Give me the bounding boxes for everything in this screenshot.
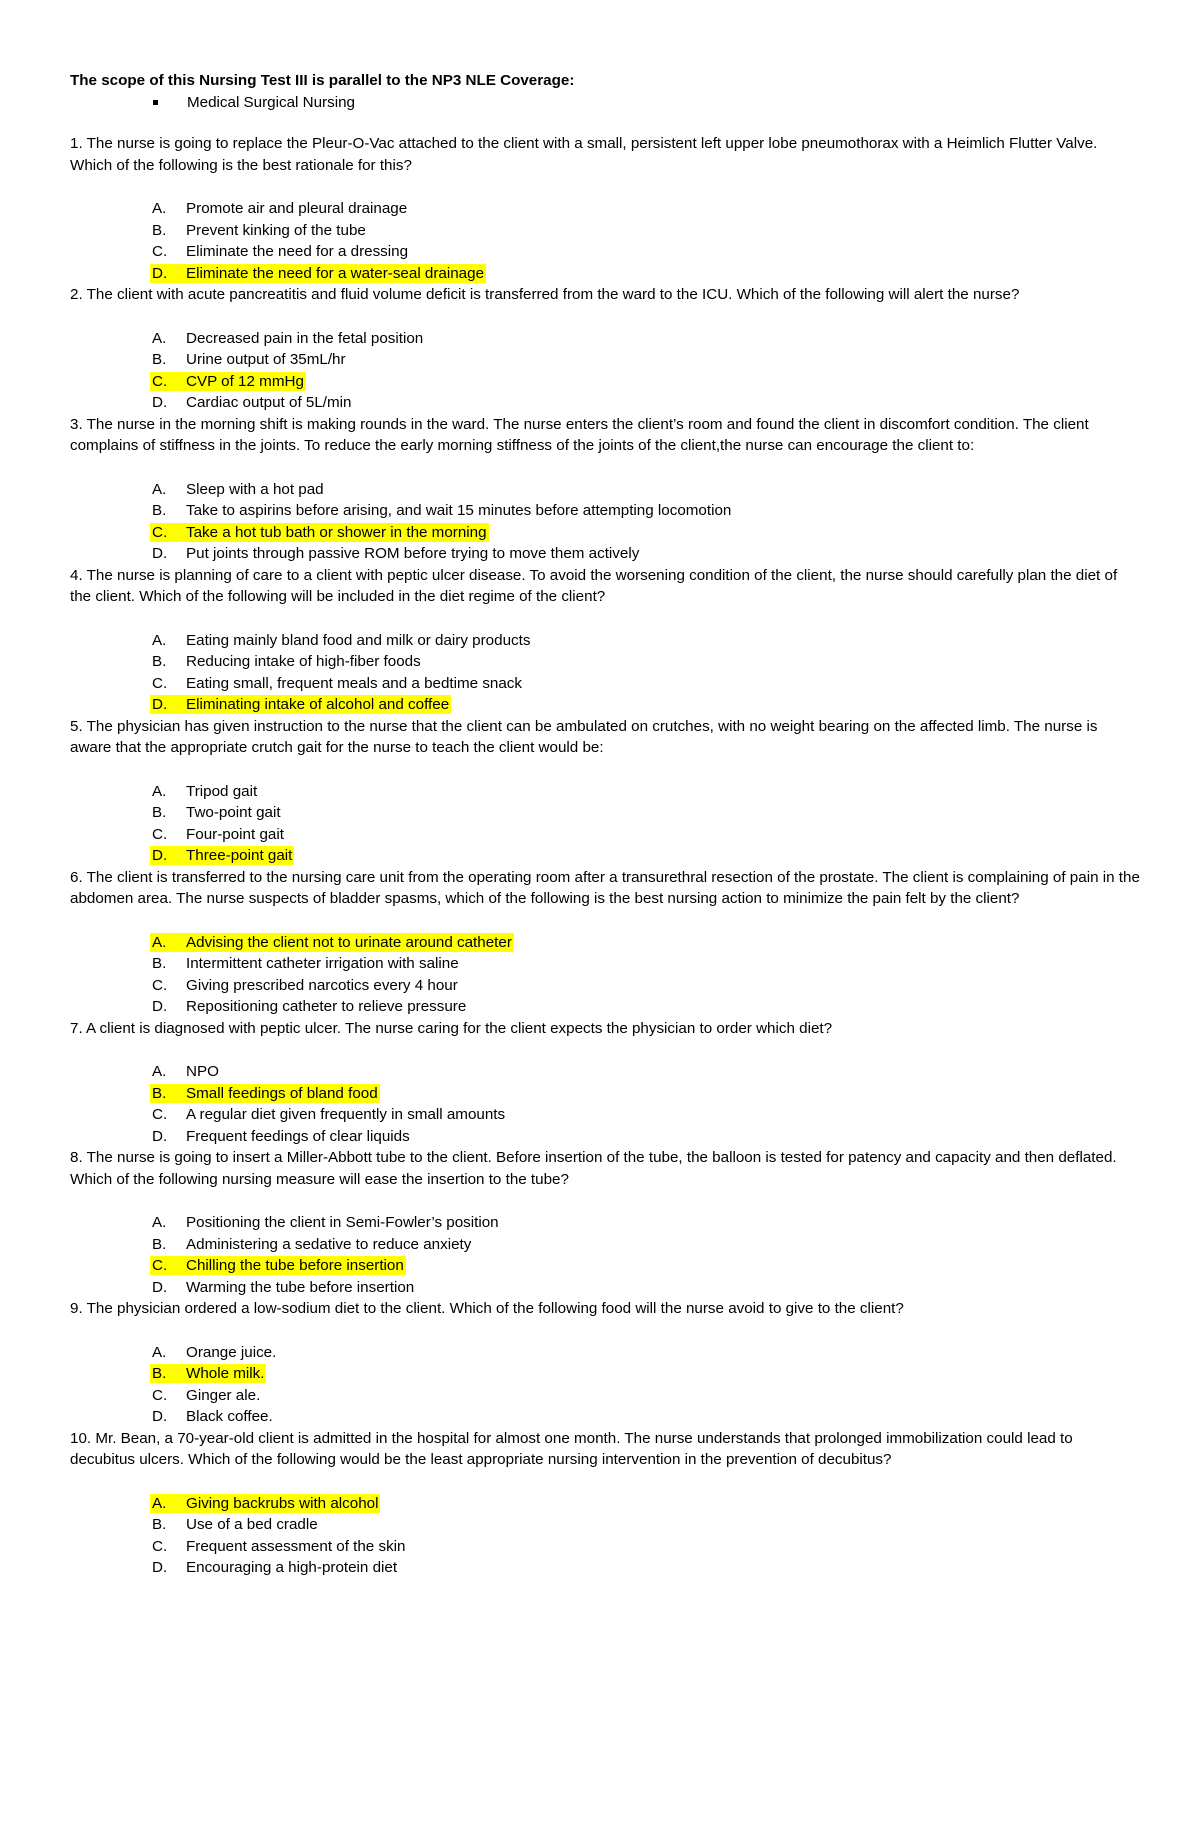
choice-text: Three-point gait: [186, 847, 293, 864]
document-title: The scope of this Nursing Test III is parallel to the NP3 NLE Coverage:: [70, 72, 575, 89]
choice-text: Use of a bed cradle: [186, 1516, 318, 1533]
choice-text: Reducing intake of high-fiber foods: [186, 653, 421, 670]
choice-item: [70, 1514, 1140, 1536]
choice-item: [70, 543, 1140, 565]
question-text: 2. The client with acute pancreatitis and fluid volume deficit is transferred from the ward to the ICU. Which of the following will alert the nurse?: [70, 286, 1020, 303]
choice-letter: A.: [152, 1214, 167, 1231]
choice-item: [70, 651, 1140, 673]
choice-letter: C.: [152, 243, 168, 260]
choice-item: [70, 1385, 1140, 1407]
choice-list: [70, 1493, 1140, 1579]
choice-letter: D.: [152, 1559, 168, 1576]
choice-letter: B.: [152, 1365, 167, 1382]
choice-item: [70, 479, 1140, 501]
choice-item: [70, 1061, 1140, 1083]
choice-text: Promote air and pleural drainage: [186, 200, 408, 217]
choice-item: [70, 996, 1140, 1018]
question-text: 3. The nurse in the morning shift is making rounds in the ward. The nurse enters the client’s room and found the client in discomfort condition. The client complains of stiffness in the joints. To reduce the early morning stiffness of the joints of the client,the nurse can encourage the client to:: [70, 415, 1089, 454]
choice-item-highlighted-answer: [70, 522, 1140, 544]
choice-letter: B.: [152, 502, 167, 519]
choice-letter: D.: [152, 394, 168, 411]
choice-text: Warming the tube before insertion: [186, 1278, 415, 1296]
choice-text: Prevent kinking of the tube: [186, 221, 366, 239]
choice-item: [70, 1536, 1140, 1558]
choice-letter: A.: [152, 933, 167, 951]
choice-item: [70, 1342, 1140, 1364]
question-gap: [70, 1320, 1140, 1342]
choice-text: Small feedings of bland food: [186, 1084, 378, 1102]
choice-text: Intermittent catheter irrigation with saline: [186, 955, 459, 972]
choice-item: [70, 953, 1140, 975]
choice-item-highlighted-answer: [70, 1083, 1140, 1105]
choice-item: [70, 1126, 1140, 1148]
question-gap: [70, 608, 1140, 630]
choice-item: [70, 781, 1140, 803]
choice-text: Administering a sedative to reduce anxiety: [186, 1235, 472, 1253]
choice-letter: C.: [152, 674, 168, 692]
question-text: 5. The physician has given instruction to the nurse that the client can be ambulated on crutches, with no weight bearing on the affected limb. The nurse is aware that the appropriate crutch gait for the nurse to teach the client would be:: [70, 717, 1098, 756]
question-gap: [70, 759, 1140, 781]
question-text: 10. Mr. Bean, a 70-year-old client is admitted in the hospital for almost one month. The nurse understands that prolonged immobilization could lead to decubitus ulcers. Which of the following would be the least appropriate nursing intervention in the prevention of decubitus?: [70, 1429, 1073, 1468]
choice-letter: B.: [152, 804, 167, 821]
choice-letter: D.: [152, 264, 168, 282]
choice-letter: C.: [152, 1537, 168, 1555]
question-gap: [70, 1190, 1140, 1212]
choice-text: Whole milk.: [186, 1365, 265, 1382]
question-block: [70, 133, 1140, 284]
choice-item-highlighted-answer: [70, 932, 1140, 954]
choice-letter: B.: [152, 1084, 167, 1102]
question-gap: [70, 910, 1140, 932]
choice-text: CVP of 12 mmHg: [186, 372, 304, 390]
choice-item: [70, 1104, 1140, 1126]
question-gap: [70, 306, 1140, 328]
choice-letter: A.: [152, 200, 167, 217]
question-block: [70, 1428, 1140, 1579]
choice-letter: A.: [152, 631, 167, 649]
choice-text: Sleep with a hot pad: [186, 480, 324, 498]
choice-text: Eliminate the need for a dressing: [186, 243, 409, 260]
choice-list: [70, 1061, 1140, 1147]
choice-letter: C.: [152, 1386, 168, 1404]
choice-text: Take to aspirins before arising, and wait 15 minutes before attempting locomotion: [186, 502, 732, 519]
question-text: 1. The nurse is going to replace the Pleur-O-Vac attached to the client with a small, persistent left upper lobe pneumothorax with a Heimlich Flutter Valve. Which of the following is the best rationale for this?: [70, 135, 1098, 174]
choice-text: Take a hot tub bath or shower in the morning: [186, 523, 487, 541]
choice-text: Decreased pain in the fetal position: [186, 329, 424, 347]
spacer: [70, 113, 1140, 133]
question-gap: [70, 176, 1140, 198]
choice-item: [70, 1212, 1140, 1234]
choice-text: Black coffee.: [186, 1408, 273, 1425]
question-block: [70, 1147, 1140, 1298]
coverage-list-item: [70, 92, 1140, 114]
choice-text: Eliminate the need for a water-seal drainage: [186, 264, 485, 282]
choice-letter: D.: [152, 696, 168, 713]
question-gap: [70, 1471, 1140, 1493]
choice-item-highlighted-answer: [70, 371, 1140, 393]
choice-letter: C.: [152, 825, 168, 843]
choice-item-highlighted-answer: [70, 1255, 1140, 1277]
choice-list: [70, 198, 1140, 284]
choice-item: [70, 1277, 1140, 1299]
choice-text: Encouraging a high-protein diet: [186, 1559, 398, 1576]
question-block: [70, 284, 1140, 414]
choice-letter: B.: [152, 955, 167, 972]
choice-letter: A.: [152, 1343, 167, 1361]
choice-letter: A.: [152, 329, 167, 347]
choice-item: [70, 1406, 1140, 1428]
choice-text: Advising the client not to urinate around catheter: [186, 933, 512, 951]
choice-item: [70, 673, 1140, 695]
choice-text: Eating small, frequent meals and a bedtime snack: [186, 674, 522, 692]
choice-letter: D.: [152, 1408, 168, 1425]
choice-letter: D.: [152, 998, 168, 1015]
choice-letter: C.: [152, 1106, 168, 1123]
choice-text: Put joints through passive ROM before trying to move them actively: [186, 545, 640, 562]
choice-item: [70, 824, 1140, 846]
choice-item: [70, 500, 1140, 522]
question-text: 4. The nurse is planning of care to a client with peptic ulcer disease. To avoid the worsening condition of the client, the nurse should carefully plan the diet of the client. Which of the following will be included in the diet regime of the client?: [70, 566, 1118, 605]
choice-letter: A.: [152, 1494, 167, 1512]
choice-item-highlighted-answer: [70, 845, 1140, 867]
choice-item: [70, 1234, 1140, 1256]
choice-text: NPO: [186, 1063, 219, 1080]
question-gap: [70, 1039, 1140, 1061]
question-block: [70, 716, 1140, 867]
choice-text: Eliminating intake of alcohol and coffee: [186, 696, 450, 713]
choice-item: [70, 220, 1140, 242]
choice-list: [70, 630, 1140, 716]
choice-text: Cardiac output of 5L/min: [186, 394, 352, 411]
document-content: [70, 70, 1140, 1579]
choice-letter: A.: [152, 480, 167, 498]
choice-letter: C.: [152, 523, 168, 541]
choice-item: [70, 392, 1140, 414]
choice-item: [70, 349, 1140, 371]
choice-letter: B.: [152, 351, 167, 368]
choice-letter: B.: [152, 1516, 167, 1533]
question-text: 6. The client is transferred to the nursing care unit from the operating room after a transurethral resection of the prostate. The client is complaining of pain in the abdomen area. The nurse suspects of bladder spasms, which of the following is the best nursing action to minimize the pain felt by the client?: [70, 868, 1140, 907]
question-text: 7. A client is diagnosed with peptic ulcer. The nurse caring for the client expects the physician to order which diet?: [70, 1019, 833, 1037]
question-list: [70, 133, 1140, 1579]
choice-item-highlighted-answer: [70, 1493, 1140, 1515]
choice-item: [70, 328, 1140, 350]
coverage-item-text: Medical Surgical Nursing: [187, 93, 355, 111]
choice-text: Orange juice.: [186, 1343, 277, 1361]
question-gap: [70, 457, 1140, 479]
choice-text: Frequent assessment of the skin: [186, 1537, 406, 1555]
choice-list: [70, 328, 1140, 414]
choice-text: Giving prescribed narcotics every 4 hour: [186, 976, 458, 994]
choice-letter: B.: [152, 221, 167, 239]
choice-text: Chilling the tube before insertion: [186, 1257, 404, 1274]
choice-text: A regular diet given frequently in small amounts: [186, 1106, 506, 1123]
choice-text: Eating mainly bland food and milk or dairy products: [186, 631, 531, 649]
question-block: [70, 1018, 1140, 1148]
choice-text: Positioning the client in Semi-Fowler’s position: [186, 1214, 499, 1231]
choice-list: [70, 479, 1140, 565]
choice-text: Giving backrubs with alcohol: [186, 1494, 379, 1512]
choice-letter: C.: [152, 976, 168, 994]
choice-text: Tripod gait: [186, 782, 258, 800]
choice-letter: C.: [152, 1257, 168, 1274]
choice-letter: A.: [152, 1063, 167, 1080]
choice-letter: D.: [152, 1278, 168, 1296]
choice-list: [70, 1342, 1140, 1428]
choice-text: Repositioning catheter to relieve pressure: [186, 998, 467, 1015]
choice-item: [70, 241, 1140, 263]
question-block: [70, 565, 1140, 716]
square-bullet-icon: [153, 100, 158, 105]
choice-text: Frequent feedings of clear liquids: [186, 1127, 410, 1145]
choice-letter: B.: [152, 653, 167, 670]
choice-item-highlighted-answer: [70, 263, 1140, 285]
choice-item-highlighted-answer: [70, 694, 1140, 716]
choice-list: [70, 932, 1140, 1018]
choice-list: [70, 1212, 1140, 1298]
question-block: [70, 414, 1140, 565]
choice-letter: C.: [152, 372, 168, 390]
question-text: 8. The nurse is going to insert a Miller-Abbott tube to the client. Before insertion of the tube, the balloon is tested for patency and capacity and then deflated. Which of the following nursing measure will ease the insertion to the tube?: [70, 1149, 1117, 1188]
question-block: [70, 867, 1140, 1018]
choice-letter: D.: [152, 545, 168, 562]
choice-item: [70, 198, 1140, 220]
choice-item: [70, 630, 1140, 652]
choice-letter: B.: [152, 1235, 167, 1253]
choice-text: Two-point gait: [186, 804, 281, 821]
choice-letter: D.: [152, 847, 168, 864]
choice-letter: A.: [152, 782, 167, 800]
choice-item: [70, 802, 1140, 824]
choice-list: [70, 781, 1140, 867]
question-block: [70, 1298, 1140, 1428]
choice-text: Ginger ale.: [186, 1386, 261, 1404]
choice-item: [70, 1557, 1140, 1579]
question-text: 9. The physician ordered a low-sodium diet to the client. Which of the following food will the nurse avoid to give to the client?: [70, 1300, 904, 1317]
choice-text: Urine output of 35mL/hr: [186, 351, 346, 368]
choice-letter: D.: [152, 1127, 168, 1145]
choice-item: [70, 975, 1140, 997]
choice-text: Four-point gait: [186, 825, 284, 843]
choice-item-highlighted-answer: [70, 1363, 1140, 1385]
